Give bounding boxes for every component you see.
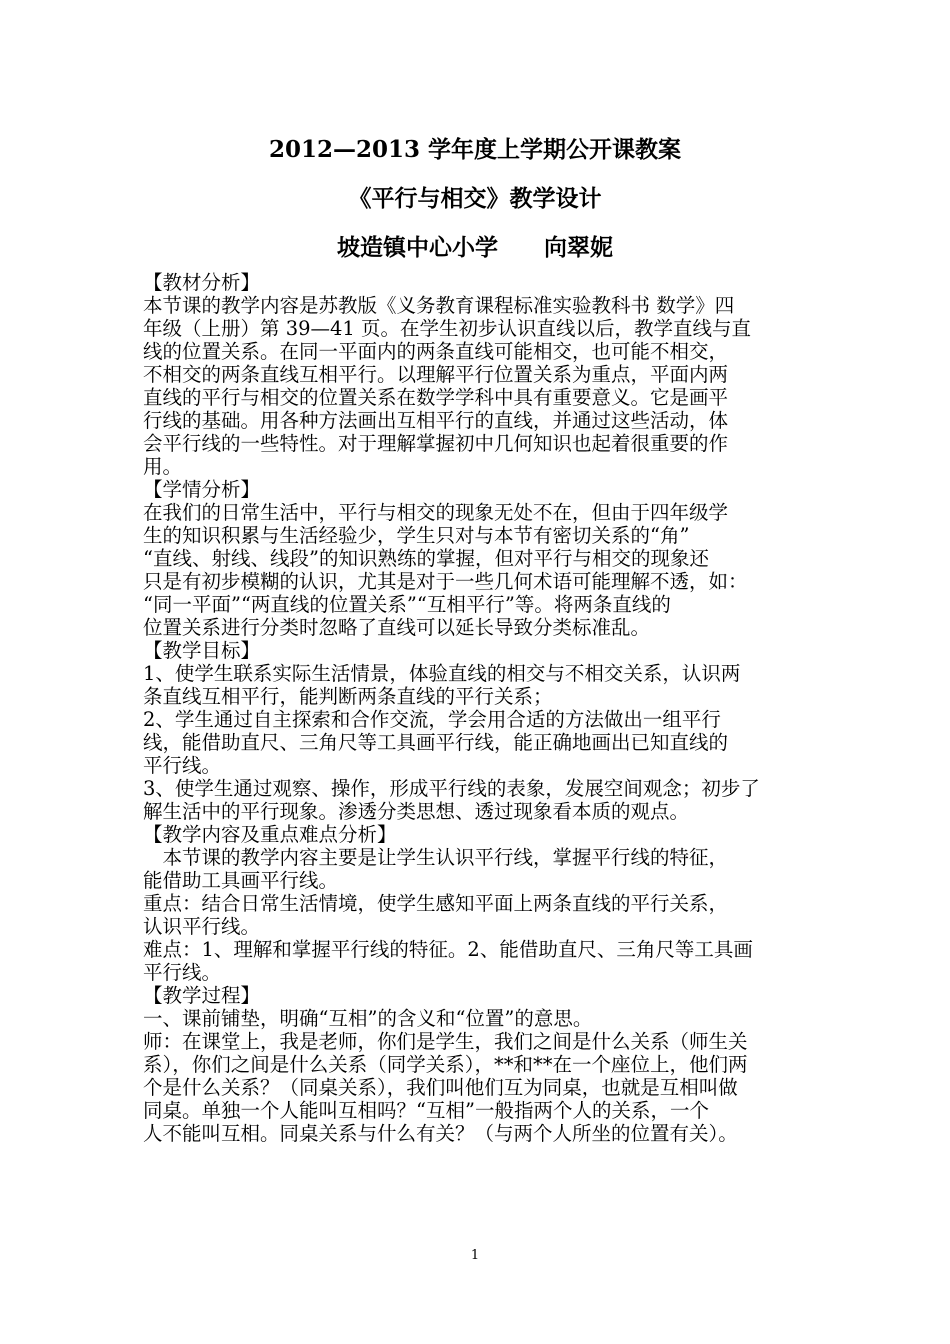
body-text-line: 个是什么关系？（同桌关系），我们叫他们互为同桌，也就是互相叫做 [143, 1076, 738, 1099]
body-text-line: 在我们的日常生活中，平行与相交的现象无处不在，但由于四年级学 [143, 501, 729, 524]
document-author: 坡造镇中心小学 向翠妮 [337, 234, 613, 261]
page-number: 1 [470, 1248, 480, 1263]
body-text-line: 人不能叫互相。同桌关系与什么有关？（与两个人所坐的位置有关）。 [143, 1122, 738, 1145]
body-text-line: 师：在课堂上，我是老师，你们是学生，我们之间是什么关系（师生关 [143, 1030, 748, 1053]
body-text-line: 3、使学生通过观察、操作，形成平行线的表象，发展空间观念；初步了 [143, 777, 760, 800]
body-text-line: 生的知识积累与生活经验少，学生只对与本节有密切关系的“角” [143, 524, 690, 547]
body-text-line: 本节课的教学内容主要是让学生认识平行线，掌握平行线的特征， [143, 846, 729, 869]
body-text-line: 平行线。 [143, 754, 222, 777]
body-text-line: 不相交的两条直线互相平行。以理解平行位置关系为重点，平面内两 [143, 363, 729, 386]
body-text-line: 本节课的教学内容是苏教版《义务教育课程标准实验教科书 数学》四 [143, 294, 735, 317]
body-text-line: 年级（上册）第 39—41 页。在学生初步认识直线以后，教学直线与直 [143, 317, 752, 340]
document-subtitle: 《平行与相交》教学设计 [348, 185, 602, 212]
body-text-line: 线，能借助直尺、三角尺等工具画平行线，能正确地画出已知直线的 [143, 731, 729, 754]
body-text-line: 用。 [143, 455, 183, 478]
body-text-line: 重点：结合日常生活情境，使学生感知平面上两条直线的平行关系， [143, 892, 729, 915]
body-text-line: 直线的平行与相交的位置关系在数学学科中具有重要意义。它是画平 [143, 386, 729, 409]
body-text-line: “同一平面”“两直线的位置关系”“互相平行”等。将两条直线的 [143, 593, 671, 616]
body-text-line: 位置关系进行分类时忽略了直线可以延长导致分类标准乱。 [143, 616, 651, 639]
body-text-line: 【学情分析】 [143, 478, 261, 501]
body-text-line: 线的位置关系。在同一平面内的两条直线可能相交，也可能不相交， [143, 340, 729, 363]
body-text-line: 同桌。单独一个人能叫互相吗？“互相”一般指两个人的关系，一个 [143, 1099, 709, 1122]
body-text-line: 条直线互相平行，能判断两条直线的平行关系； [143, 685, 553, 708]
body-text-line: 行线的基础。用各种方法画出互相平行的直线，并通过这些活动，体 [143, 409, 729, 432]
body-text-line: 能借助工具画平行线。 [143, 869, 339, 892]
body-text-line: 只是有初步模糊的认识，尤其是对于一些几何术语可能理解不透，如： [143, 570, 748, 593]
body-text-line: 【教学过程】 [143, 984, 261, 1007]
body-text-line: 一、课前铺垫，明确“互相”的含义和“位置”的意思。 [143, 1007, 593, 1030]
body-text-line: 难点：1、理解和掌握平行线的特征。2、能借助直尺、三角尺等工具画 [143, 938, 753, 961]
body-text-line: 【教学目标】 [143, 639, 261, 662]
body-text-line: 【教材分析】 [143, 271, 261, 294]
document-title: 2012—2013 学年度上学期公开课教案 [268, 136, 682, 163]
body-text-line: 会平行线的一些特性。对于理解掌握初中几何知识也起着很重要的作 [143, 432, 729, 455]
body-text-line: 1、使学生联系实际生活情景，体验直线的相交与不相交关系，认识两 [143, 662, 741, 685]
body-text-line: 2、学生通过自主探索和合作交流，学会用合适的方法做出一组平行 [143, 708, 721, 731]
body-text-line: 解生活中的平行现象。渗透分类思想、透过现象看本质的观点。 [143, 800, 690, 823]
body-text-line: 认识平行线。 [143, 915, 261, 938]
document-body [143, 271, 813, 1145]
body-text-line: “直线、射线、线段”的知识熟练的掌握，但对平行与相交的现象还 [143, 547, 709, 570]
body-text-line: 【教学内容及重点难点分析】 [143, 823, 397, 846]
body-text-line: 平行线。 [143, 961, 222, 984]
body-text-line: 系），你们之间是什么关系（同学关系），**和**在一个座位上，他们两 [143, 1053, 748, 1076]
